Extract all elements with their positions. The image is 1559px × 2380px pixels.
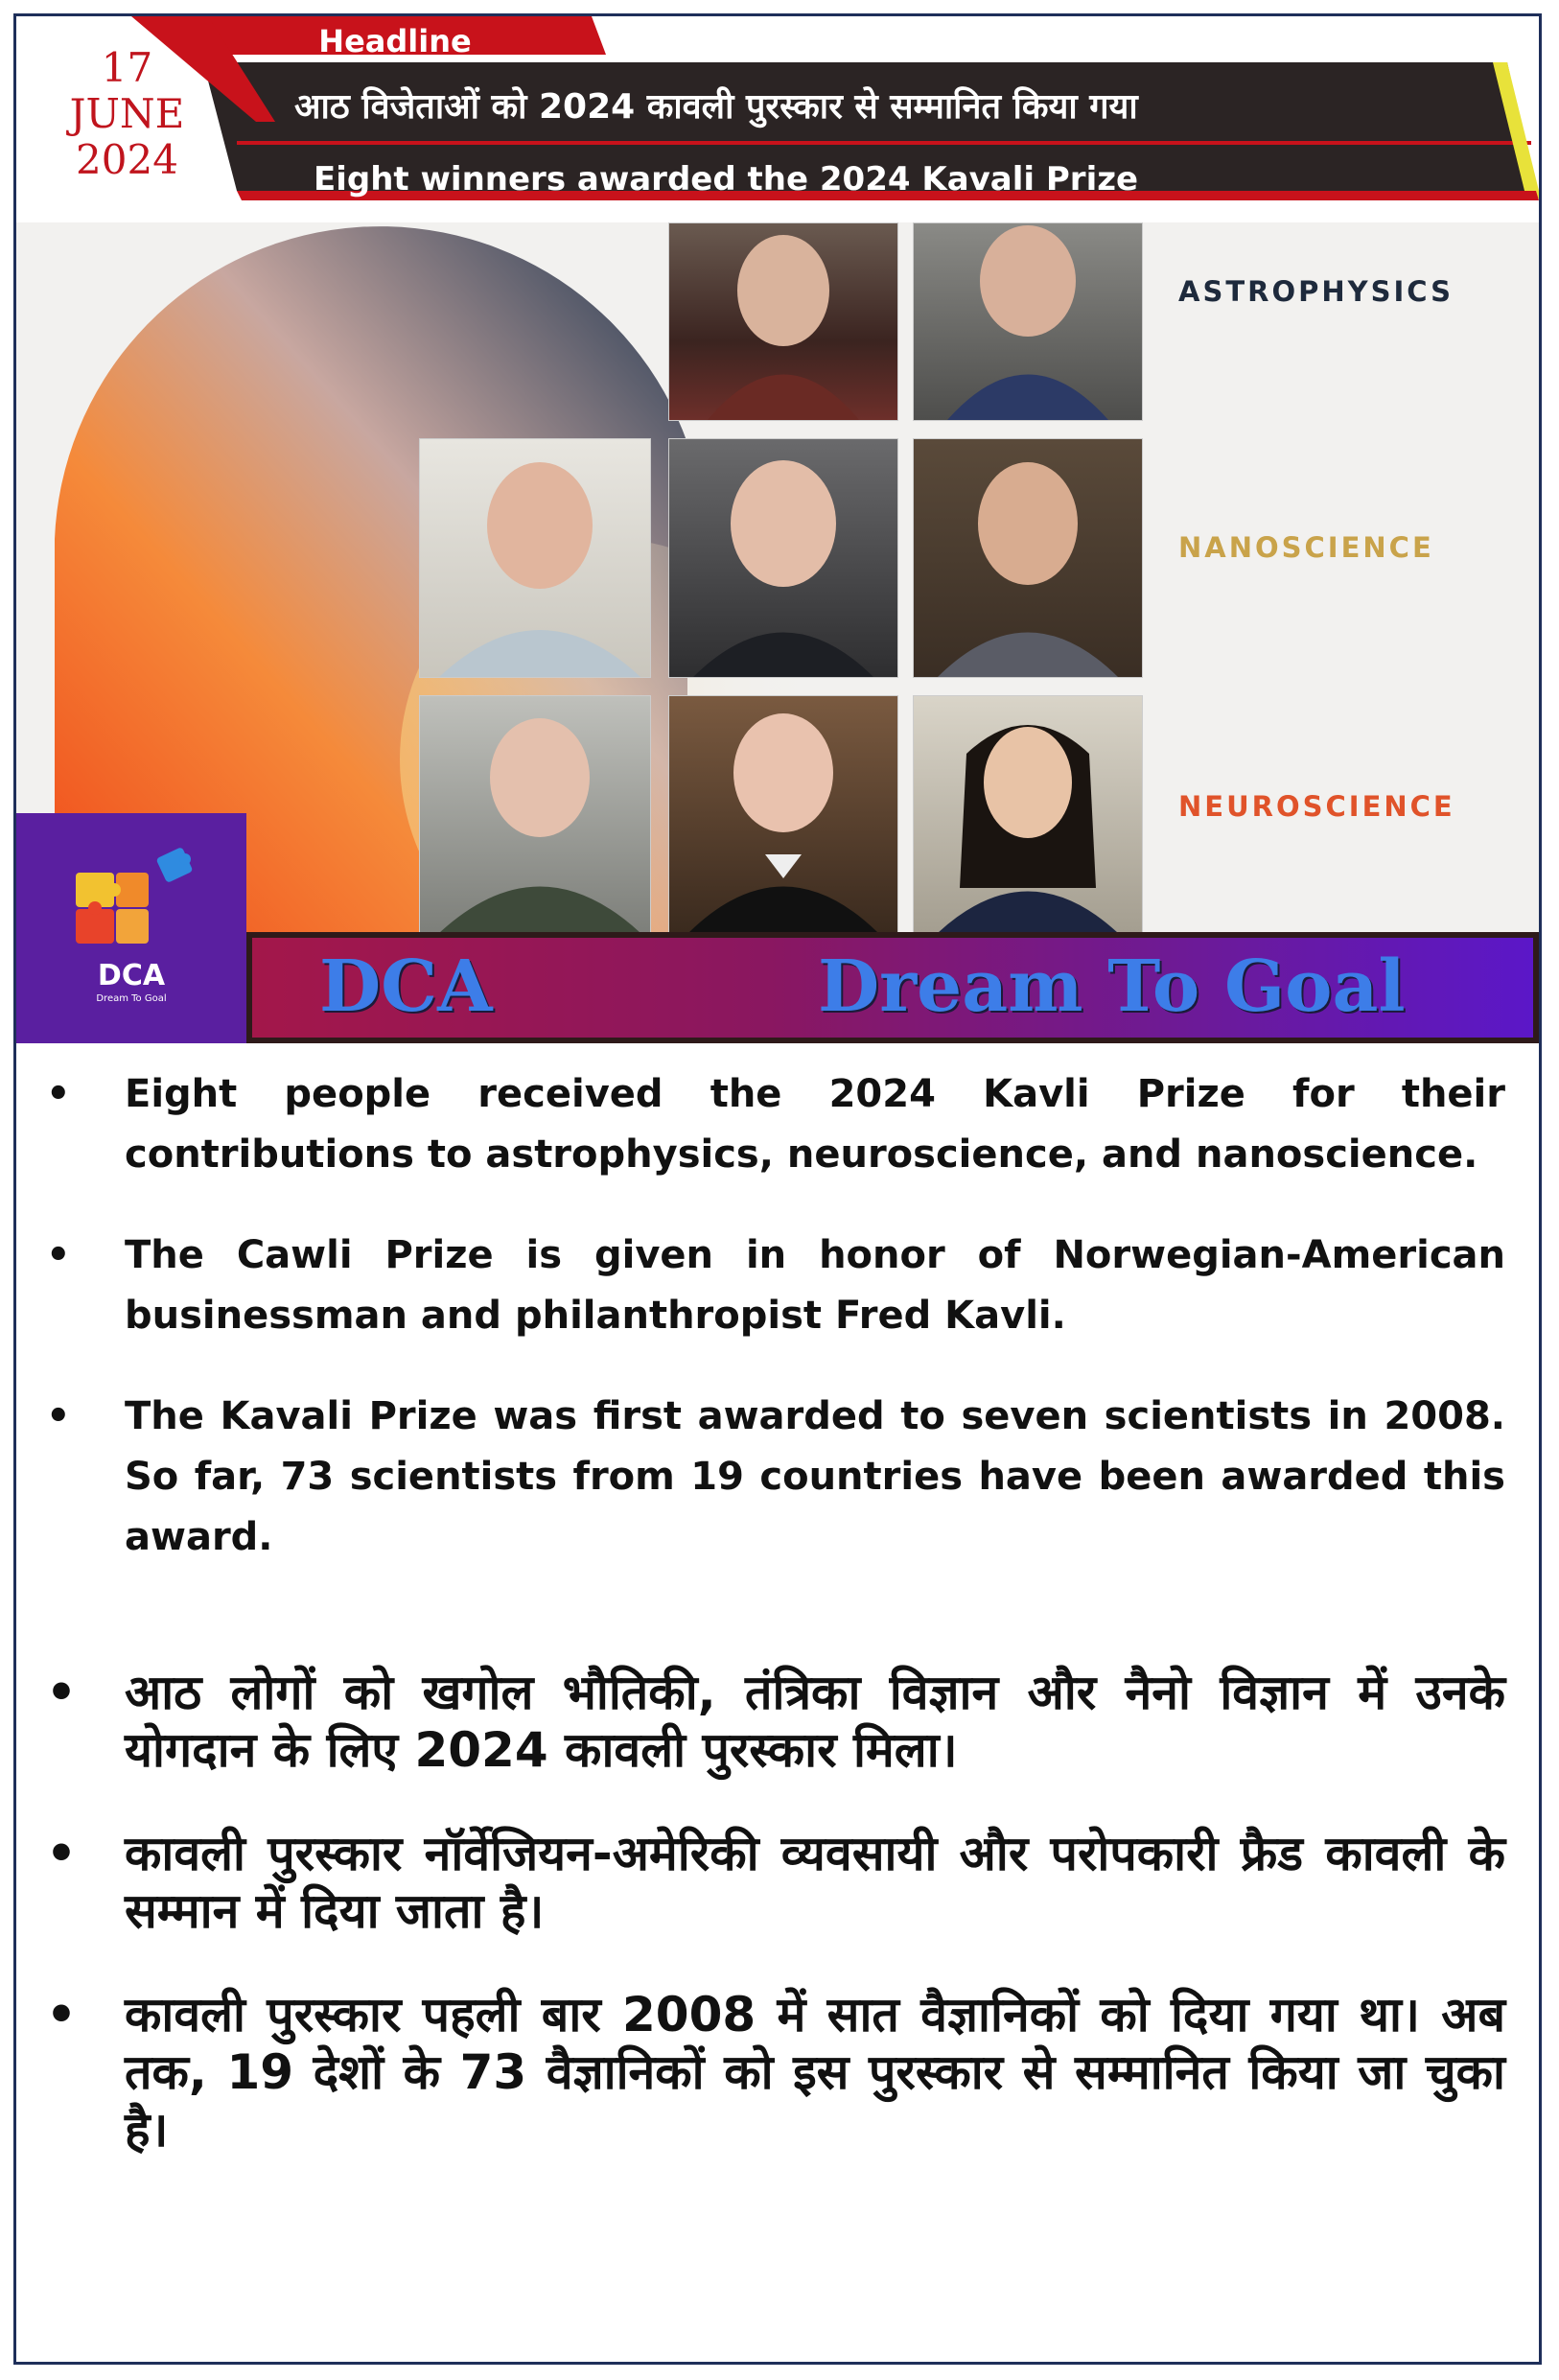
bullet-dot: • [46,1665,77,1720]
bullet-hindi-1 [38,1664,1505,1779]
person-icon [420,439,650,677]
bullet-hindi-3 [38,1986,1505,2158]
bullet-text: Eight people received the 2024 Kavli Prize for their contributions to astrophysics, neuroscience, and nanoscience. [125,1072,1505,1177]
bullet-english-2 [38,1225,1505,1346]
bullet-english-3 [38,1387,1505,1568]
headline-header [16,16,1539,227]
bullet-dot: • [46,1233,71,1277]
logo-text: DCA [97,959,166,992]
bullet-dot: • [46,1394,71,1438]
person-icon [669,439,897,677]
winner-photo [913,695,1143,932]
puzzle-icon [16,813,246,957]
brand-bar-left: DCA [319,945,493,1028]
category-nanoscience: NANOSCIENCE [1178,531,1434,564]
brand-bar-right: Dream To Goal [818,945,1406,1028]
date-year: 2024 [76,136,178,183]
winner-photo [668,695,898,932]
date-block [34,45,221,183]
bullet-dot: • [46,1072,71,1116]
winner-photo [913,222,1143,421]
person-icon [914,696,1142,932]
person-icon [669,223,897,420]
bullet-text: The Kavali Prize was first awarded to seven scientists in 2008. So far, 73 scientists from 19 countries have been awarded this award. [125,1394,1505,1559]
bullet-dot: • [46,1826,77,1881]
person-icon [669,696,897,932]
bullet-text: आठ लोगों को खगोल भौतिकी, तंत्रिका विज्ञान और नैनो विज्ञान में उनके योगदान के लिए 2024 कावली पुरस्कार मिला। [125,1665,1505,1778]
person-icon [914,223,1142,420]
headline-label: Headline [318,23,472,59]
winner-photo [913,438,1143,678]
news-points [38,1064,1505,2205]
bullet-english-1 [38,1064,1505,1185]
headline-hindi: आठ विजेताओं को 2024 कावली पुरस्कार से सम्मानित किया गया [294,87,1138,127]
category-astrophysics: ASTROPHYSICS [1178,275,1454,308]
person-icon [914,439,1142,677]
bullet-text: कावली पुरस्कार पहली बार 2008 में सात वैज्ञानिकों को दिया गया था। अब तक, 19 देशों के 73 वैज्ञानिकों को इस पुरस्कार से सम्मानित किया जा चुका है। [125,1987,1505,2158]
person-icon [420,696,650,932]
category-neuroscience: NEUROSCIENCE [1178,790,1455,823]
bullet-hindi-2 [38,1825,1505,1940]
date-day: 17 [101,44,153,91]
bullet-text: The Cawli Prize is given in honor of Norwegian-American businessman and philanthropist Fred Kavli. [125,1233,1505,1338]
headline-tab [203,22,596,60]
logo-subtitle: Dream To Goal [96,993,167,1004]
winner-photo [668,222,898,421]
bullet-dot: • [46,1987,77,2042]
headline-english: Eight winners awarded the 2024 Kavali Prize [314,160,1139,198]
winner-photo [419,695,651,932]
date-month: JUNE [69,90,185,137]
bullet-text: कावली पुरस्कार नॉर्वेजियन-अमेरिकी व्यवसायी और परोपकारी फ्रैड कावली के सम्मान में दिया जाता है। [125,1826,1505,1939]
dca-logo [16,813,246,1043]
winner-photo [419,438,651,678]
brand-bar-inner [252,938,1533,1038]
brand-bar [246,932,1539,1043]
winner-photo [668,438,898,678]
